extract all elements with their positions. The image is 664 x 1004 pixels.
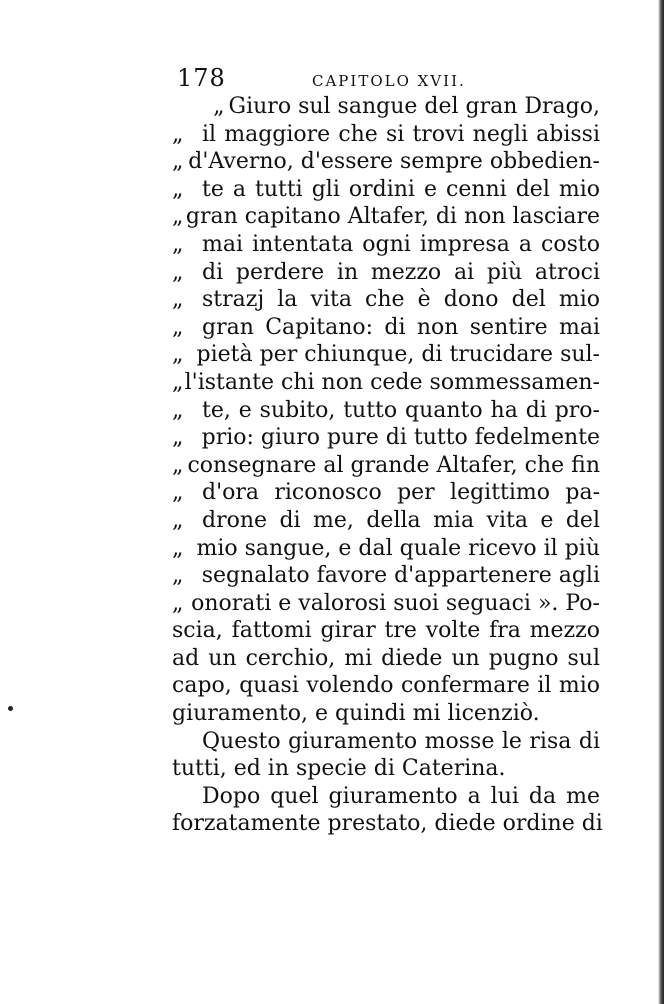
text-line	[172, 397, 600, 425]
text-line	[172, 645, 600, 673]
quote-mark: „	[172, 425, 184, 451]
text-line	[172, 700, 600, 728]
text-line	[172, 286, 600, 314]
line-text: strazj la vita che è dono del mio	[202, 287, 600, 313]
text-line	[172, 314, 600, 342]
line-text: segnalato favore d'appartenere agli	[201, 563, 600, 589]
line-text: forzatamente prestato, diede ordine di	[172, 811, 603, 837]
quote-mark: „	[172, 149, 184, 175]
text-line	[172, 176, 600, 204]
margin-ink-dot	[8, 706, 13, 711]
line-text: mai intentata ogni impresa a costo	[202, 231, 600, 257]
text-line	[172, 728, 600, 756]
quote-mark: „	[172, 259, 184, 285]
line-text: il maggiore che si trovi negli abissi	[202, 121, 600, 147]
quote-mark: „	[172, 535, 184, 561]
quote-mark: „	[172, 342, 184, 368]
quote-mark: „	[172, 369, 184, 395]
line-text: giuramento, e quindi mi licenziò.	[172, 701, 540, 727]
line-text: onorati e valorosi suoi seguaci ». Po-	[191, 590, 600, 616]
text-line	[172, 810, 603, 838]
line-text: consegnare al grande Altafer, che fin	[187, 452, 600, 478]
running-head: CAPITOLO XVII.	[312, 72, 466, 90]
text-line	[172, 148, 600, 176]
page-header	[177, 64, 597, 94]
line-text: capo, quasi volendo confermare il mio	[172, 673, 600, 699]
page-edge-shadow	[658, 0, 664, 1004]
quote-mark: „	[172, 176, 184, 202]
quote-mark: „	[172, 204, 184, 230]
quote-mark: „	[172, 590, 184, 616]
quote-mark: „	[172, 563, 184, 589]
body-text	[172, 93, 603, 838]
text-line	[172, 424, 600, 452]
line-text: d'Averno, d'essere sempre obbedien-	[188, 149, 600, 175]
quote-mark: „	[172, 314, 184, 340]
text-line	[172, 535, 600, 563]
text-line	[172, 590, 600, 618]
line-text: prio: giuro pure di tutto fedelmente	[201, 425, 600, 451]
line-text: l'istante chi non cede sommessamen-	[184, 369, 600, 395]
line-text: mio sangue, e dal quale ricevo il più	[196, 535, 600, 561]
text-line	[172, 755, 600, 783]
line-text: Questo giuramento mosse le risa di	[202, 728, 600, 754]
line-text: drone di me, della mia vita e del	[202, 507, 600, 533]
text-line	[172, 479, 600, 507]
line-text: gran capitano Altafer, di non lasciare	[185, 204, 600, 230]
line-text: tutti, ed in specie di Caterina.	[172, 756, 506, 782]
quote-mark: „	[213, 94, 225, 119]
text-line	[172, 121, 600, 149]
line-text: gran Capitano: di non sentire mai	[202, 314, 600, 340]
quote-mark: „	[172, 480, 184, 506]
line-text: te, e subito, tutto quanto ha di pro-	[202, 397, 600, 423]
text-line	[172, 93, 600, 121]
text-line	[172, 672, 600, 700]
quote-mark: „	[172, 452, 184, 478]
text-line	[172, 231, 600, 259]
quote-mark: „	[172, 231, 184, 257]
line-text: scia, fattomi girar tre volte fra mezzo	[172, 618, 600, 644]
page-number: 178	[177, 64, 226, 92]
text-line	[172, 203, 600, 231]
line-text: ad un cerchio, mi diede un pugno sul	[172, 645, 600, 671]
text-line	[172, 507, 600, 535]
quote-mark: „	[172, 287, 184, 313]
quote-mark: „	[172, 121, 184, 147]
quote-mark: „	[172, 507, 184, 533]
line-text: d'ora riconosco per legittimo pa-	[202, 480, 600, 506]
line-text: pietà per chiunque, di trucidare sul-	[196, 342, 600, 368]
quote-mark: „	[172, 397, 184, 423]
text-line	[172, 617, 600, 645]
line-text: Giuro sul sangue del gran Drago,	[228, 94, 600, 119]
text-line	[172, 259, 600, 287]
line-text: te a tutti gli ordini e cenni del mio	[202, 176, 600, 202]
text-line	[172, 369, 600, 397]
text-line	[172, 783, 600, 811]
text-line	[172, 562, 600, 590]
text-line	[172, 341, 600, 369]
line-text: Dopo quel giuramento a lui da me	[202, 783, 600, 809]
text-line	[172, 452, 600, 480]
line-text: di perdere in mezzo ai più atroci	[202, 259, 600, 285]
